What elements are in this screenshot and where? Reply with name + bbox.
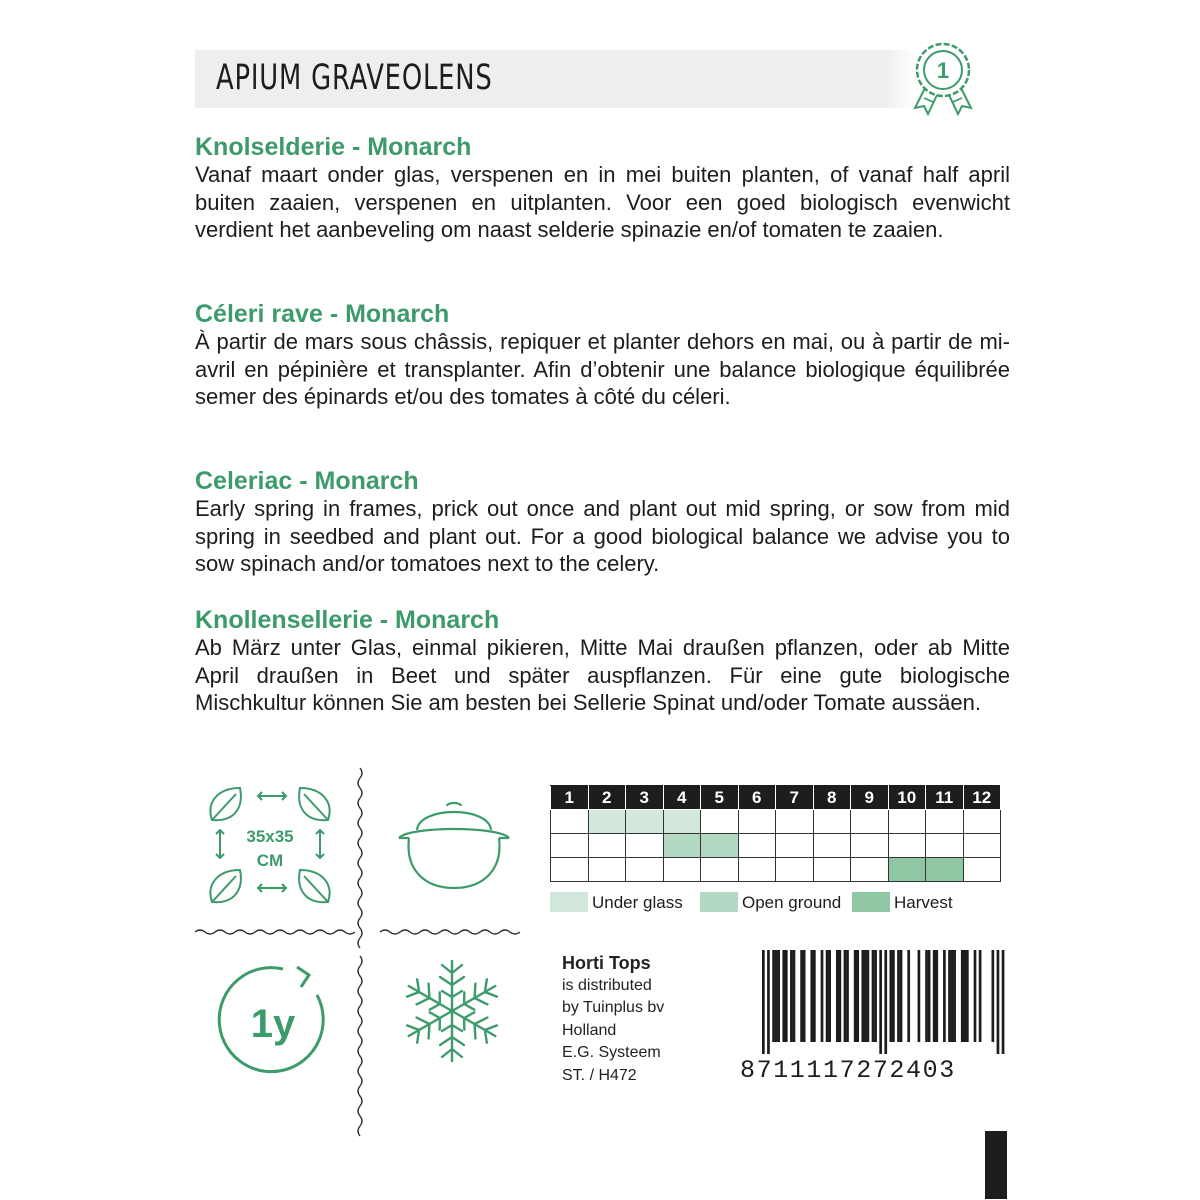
barcode-bar bbox=[897, 950, 900, 1042]
calendar-cell bbox=[963, 810, 1001, 834]
barcode-bar bbox=[785, 950, 788, 1042]
barcode-bar bbox=[854, 950, 857, 1042]
spacing-value: 35x35 bbox=[246, 827, 294, 846]
calendar-cell bbox=[776, 810, 814, 834]
barcode-bar bbox=[951, 950, 954, 1042]
spacing-unit: CM bbox=[256, 851, 284, 870]
calendar-cell bbox=[813, 858, 851, 882]
species-name: APIUM GRAVEOLENS bbox=[216, 58, 493, 98]
lifespan-label: 1y bbox=[250, 1002, 296, 1046]
calendar-row bbox=[551, 834, 1001, 858]
snowflake-icon bbox=[396, 955, 508, 1067]
month-header: 11 bbox=[926, 786, 964, 810]
barcode-bar bbox=[892, 950, 895, 1042]
barcode-bar bbox=[775, 950, 778, 1042]
annual-cycle-icon bbox=[205, 955, 335, 1085]
barcode-bar bbox=[992, 950, 995, 1042]
distributor-line: E.G. Systeem bbox=[562, 1044, 661, 1061]
calendar-cell bbox=[926, 858, 964, 882]
section-text: Vanaf maart onder glas, verspenen en in mei buiten planten, of vanaf half april buiten zaaien, verspenen en uitplanten. Voor een goed biologisch evenwicht verdient het aanbeveling om naast selderie spinazie en/of tomaten te zaaien. bbox=[195, 162, 1010, 242]
barcode-bar bbox=[846, 950, 849, 1042]
calendar-row bbox=[551, 858, 1001, 882]
barcode-bar bbox=[879, 950, 882, 1054]
barcode-bar bbox=[966, 950, 969, 1042]
barcode-bar bbox=[826, 950, 829, 1042]
distributor-line: is distributed bbox=[562, 976, 652, 994]
barcode-bar bbox=[800, 950, 803, 1042]
calendar-row bbox=[551, 810, 1001, 834]
calendar-cell bbox=[588, 834, 626, 858]
barcode-bar bbox=[762, 950, 765, 1054]
calendar-cell bbox=[813, 834, 851, 858]
barcode-bar bbox=[918, 950, 921, 1042]
calendar-cell bbox=[851, 834, 889, 858]
calendar-cell bbox=[626, 858, 664, 882]
barcode-bar bbox=[782, 950, 785, 1042]
calendar-cell bbox=[701, 858, 739, 882]
cut-mark bbox=[985, 1131, 1007, 1199]
month-header: 8 bbox=[813, 786, 851, 810]
calendar-cell bbox=[738, 810, 776, 834]
barcode-bar bbox=[803, 950, 806, 1042]
barcode-bar bbox=[963, 950, 966, 1042]
month-header: 2 bbox=[588, 786, 626, 810]
calendar-cell bbox=[776, 834, 814, 858]
barcode-bar bbox=[821, 950, 824, 1042]
barcode-bar bbox=[844, 950, 847, 1042]
calendar-cell bbox=[626, 834, 664, 858]
calendar-cell bbox=[776, 858, 814, 882]
calendar-cell bbox=[926, 810, 964, 834]
calendar-cell bbox=[851, 858, 889, 882]
barcode-bar bbox=[907, 950, 910, 1042]
distributor-info bbox=[562, 952, 664, 1087]
barcode-bar bbox=[839, 950, 842, 1042]
legend-label: Harvest bbox=[894, 893, 953, 912]
distributor-line: by Tuinplus bv bbox=[562, 999, 665, 1016]
barcode-bar bbox=[874, 950, 877, 1042]
barcode-bar bbox=[864, 950, 867, 1042]
barcode-bar bbox=[953, 950, 956, 1042]
barcode-image bbox=[740, 950, 1005, 1054]
barcode-bar bbox=[836, 950, 839, 1042]
barcode-bar bbox=[793, 950, 796, 1042]
barcode-bar bbox=[872, 950, 875, 1042]
barcode-bar bbox=[925, 950, 928, 1042]
month-header: 10 bbox=[888, 786, 926, 810]
calendar-cell bbox=[551, 858, 589, 882]
barcode-bar bbox=[900, 950, 903, 1042]
barcode-bar bbox=[861, 950, 864, 1042]
section-dutch bbox=[195, 133, 1010, 244]
legend-swatch bbox=[852, 892, 890, 912]
calendar-cell bbox=[963, 834, 1001, 858]
section-title: Céleri rave - Monarch bbox=[195, 300, 450, 328]
calendar-cell bbox=[626, 810, 664, 834]
section-text: Ab März unter Glas, einmal pikieren, Mitte Mai draußen pflanzen, oder ab Mitte April draußen in Beet und später auspflanzen. Für eine gute biologische Mischkultur können Sie am besten bei Sellerie Spinat und/oder Tomate aussäen. bbox=[195, 635, 1010, 715]
barcode-bar bbox=[948, 950, 951, 1042]
barcode-bar bbox=[810, 950, 813, 1042]
barcode-bar bbox=[790, 950, 793, 1042]
section-text: À partir de mars sous châssis, repiquer et planter dehors en mai, ou à partir de mi-avril en pépinière et transplanter. Afin d’obtenir une balance biologique équilibrée semer des épinards et/ou des tomates à côté du céleri. bbox=[195, 329, 1010, 409]
leaf-spacing-icon bbox=[200, 780, 340, 910]
month-header: 4 bbox=[663, 786, 701, 810]
calendar-cell bbox=[663, 810, 701, 834]
calendar-cell bbox=[738, 858, 776, 882]
calendar-cell bbox=[663, 834, 701, 858]
section-title: Knollensellerie - Monarch bbox=[195, 606, 500, 634]
distributor-line: Holland bbox=[562, 1021, 617, 1039]
barcode-bar bbox=[1002, 950, 1005, 1054]
calendar-cell bbox=[888, 858, 926, 882]
calendar-cell bbox=[663, 858, 701, 882]
section-title: Knolselderie - Monarch bbox=[195, 133, 472, 161]
legend-swatch bbox=[700, 892, 738, 912]
barcode-bar bbox=[935, 950, 938, 1042]
barcode-bar bbox=[890, 950, 893, 1042]
barcode-bar bbox=[997, 950, 1000, 1054]
award-ribbon-icon bbox=[908, 40, 978, 116]
calendar-cell bbox=[963, 858, 1001, 882]
barcode-bar bbox=[867, 950, 870, 1042]
brand-name: Horti Tops bbox=[562, 953, 651, 973]
barcode-bar bbox=[943, 950, 946, 1042]
calendar-cell bbox=[888, 810, 926, 834]
section-german bbox=[195, 606, 1010, 717]
barcode-bar bbox=[961, 950, 964, 1042]
section-title: Celeriac - Monarch bbox=[195, 467, 419, 495]
barcode-bar bbox=[777, 950, 780, 1042]
barcode-bar bbox=[979, 950, 982, 1042]
month-header: 5 bbox=[701, 786, 739, 810]
legend-swatch bbox=[550, 892, 588, 912]
calendar-cell bbox=[701, 810, 739, 834]
legend-label: Under glass bbox=[592, 893, 683, 912]
month-header: 3 bbox=[626, 786, 664, 810]
month-header: 12 bbox=[963, 786, 1001, 810]
calendar-cell bbox=[701, 834, 739, 858]
section-french bbox=[195, 300, 1010, 411]
barcode-bar bbox=[884, 950, 887, 1054]
calendar-cell bbox=[888, 834, 926, 858]
barcode-bar bbox=[767, 950, 770, 1054]
calendar-cell bbox=[813, 810, 851, 834]
month-header: 9 bbox=[851, 786, 889, 810]
calendar-cell bbox=[551, 810, 589, 834]
barcode-number: 8711117272403 bbox=[740, 1056, 956, 1085]
barcode-bar bbox=[828, 950, 831, 1042]
barcode-bar bbox=[974, 950, 977, 1042]
month-header: 7 bbox=[776, 786, 814, 810]
barcode-bar bbox=[933, 950, 936, 1042]
barcode-bar bbox=[928, 950, 931, 1042]
pot-icon bbox=[395, 800, 513, 895]
month-header: 6 bbox=[738, 786, 776, 810]
calendar-cell bbox=[738, 834, 776, 858]
month-header: 1 bbox=[551, 786, 589, 810]
section-english bbox=[195, 467, 1010, 578]
calendar-cell bbox=[926, 834, 964, 858]
calendar-cell bbox=[551, 834, 589, 858]
sowing-calendar bbox=[550, 785, 1001, 882]
calendar-cell bbox=[588, 858, 626, 882]
calendar-cell bbox=[588, 810, 626, 834]
legend-label: Open ground bbox=[742, 893, 842, 912]
section-text: Early spring in frames, prick out once and plant out mid spring, or sow from mid spring in seedbed and plant out. For a good biological balance we advise you to sow spinach and/or tomatoes next to the celery. bbox=[195, 496, 1010, 576]
barcode-bar bbox=[813, 950, 816, 1042]
calendar-cell bbox=[851, 810, 889, 834]
barcode-bar bbox=[856, 950, 859, 1042]
award-number: 1 bbox=[936, 58, 950, 83]
distributor-line: ST. / H472 bbox=[562, 1066, 637, 1084]
barcode-bar bbox=[772, 950, 775, 1042]
